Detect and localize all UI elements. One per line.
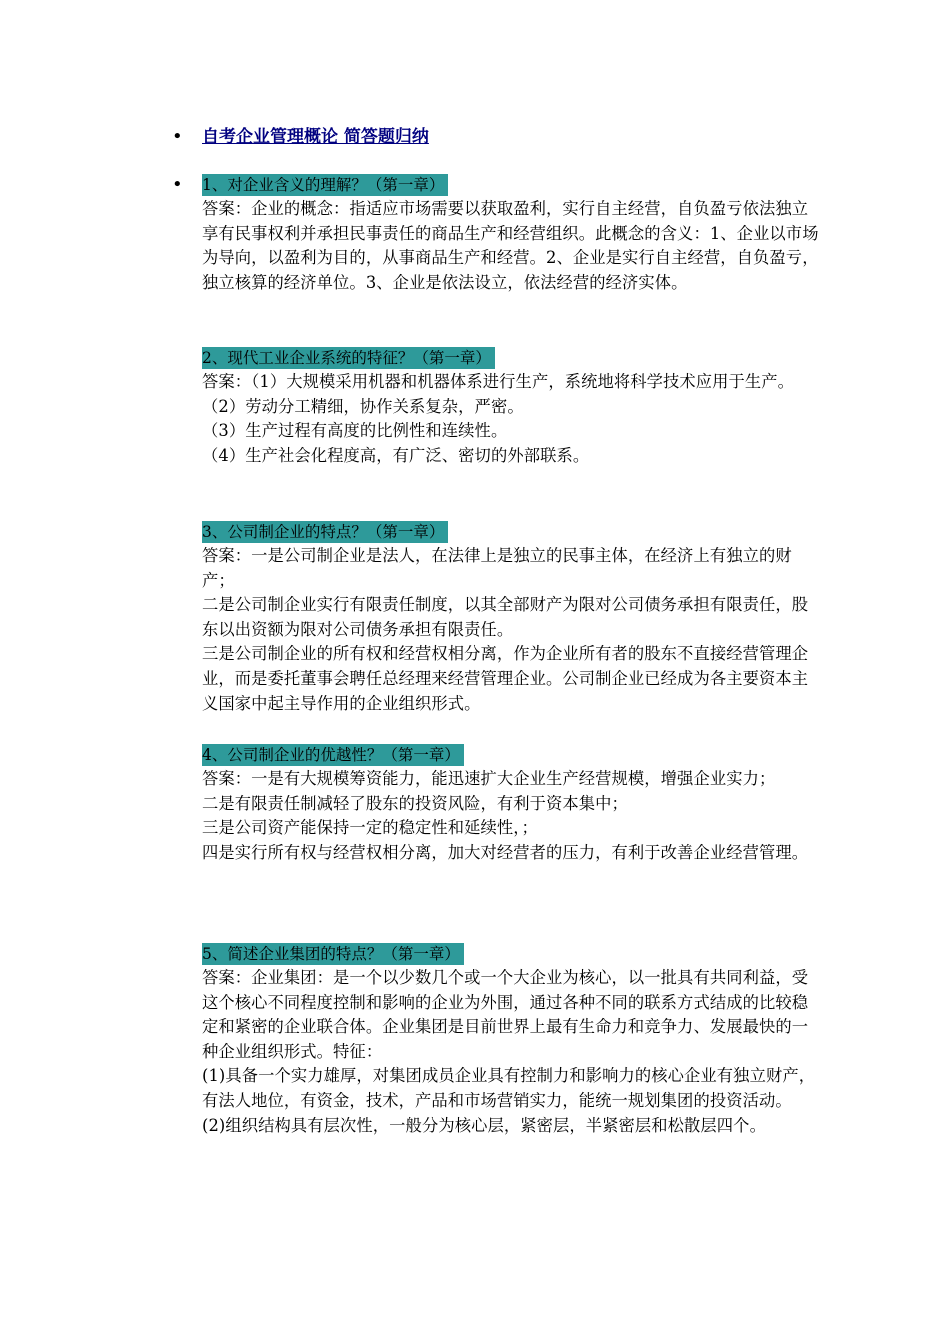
question-block-3 bbox=[202, 521, 822, 716]
answer-paragraph: 答案：企业的概念：指适应市场需要以获取盈利，实行自主经营，自负盈亏依法独立享有民事权利并承担民事责任的商品生产和经营组织。此概念的含义：1、企业以市场为导向，以盈利为目的，从事商品生产和经营。2、企业是实行自主经营，自负盈亏，独立核算的经济单位。3、企业是依法设立，依法经营的经济实体。 bbox=[202, 199, 819, 292]
answer-paragraph: 答案：一是有大规模筹资能力，能迅速扩大企业生产经营规模，增强企业实力； bbox=[202, 769, 776, 788]
title-bullet: • bbox=[172, 126, 183, 147]
question-heading: 4、公司制企业的优越性？（第一章） bbox=[202, 744, 464, 766]
question-block-5 bbox=[202, 943, 822, 1138]
question-block-4 bbox=[202, 744, 822, 865]
answer-paragraph: 二是有限责任制减轻了股东的投资风险，有利于资本集中； bbox=[202, 793, 628, 813]
question-heading: 2、现代工业企业系统的特征？（第一章） bbox=[202, 347, 495, 369]
answer-paragraph: 答案：一是公司制企业是法人，在法律上是独立的民事主体，在经济上有独立的财产； bbox=[202, 546, 792, 590]
answer-paragraph: 三是公司制企业的所有权和经营权相分离，作为企业所有者的股东不直接经营管理企业，而是委托董事会聘任总经理来经营管理企业。公司制企业已经成为各主要资本主义国家中起主导作用的企业组织形式。 bbox=[202, 644, 809, 713]
question-block-1 bbox=[172, 174, 822, 295]
answer-paragraph: 答案：企业集团：是一个以少数几个或一个大企业为核心，以一批具有共同利益，受这个核心不同程度控制和影响的企业为外围，通过各种不同的联系方式结成的比较稳定和紧密的企业联合体。企业集团是目前世界上最有生命力和竞争力、发展最快的一种企业组织形式。特征： bbox=[202, 968, 809, 1061]
answer-paragraph: (1)具备一个实力雄厚，对集团成员企业具有控制力和影响力的核心企业有独立财产，有法人地位，有资金，技术，产品和市场营销实力，能统一规划集团的投资活动。 bbox=[202, 1066, 816, 1110]
answer-paragraph: (2)组织结构具有层次性，一般分为核心层，紧密层，半紧密层和松散层四个。 bbox=[202, 1115, 766, 1135]
question-block-2 bbox=[202, 347, 822, 468]
document-title-link[interactable]: 自考企业管理概论 简答题归纳 bbox=[202, 127, 429, 147]
question-heading: 5、简述企业集团的特点？（第一章） bbox=[202, 943, 464, 965]
answer-paragraph: 四是实行所有权与经营权相分离，加大对经营者的压力，有利于改善企业经营管理。 bbox=[202, 842, 809, 862]
question-heading: 3、公司制企业的特点？（第一章） bbox=[202, 521, 448, 543]
answer-paragraph: （4）生产社会化程度高，有广泛、密切的外部联系。 bbox=[202, 445, 590, 465]
answer-paragraph: 答案：（1）大规模采用机器和机器体系进行生产，系统地将科学技术应用于生产。 bbox=[202, 372, 795, 391]
answer-paragraph: 三是公司资产能保持一定的稳定性和延续性，； bbox=[202, 818, 538, 838]
question-heading: 1、对企业含义的理解？（第一章） bbox=[202, 174, 448, 196]
answer-paragraph: （2）劳动分工精细，协作关系复杂，严密。 bbox=[202, 396, 524, 416]
question-bullet: • bbox=[172, 174, 183, 195]
answer-paragraph: （3）生产过程有高度的比例性和连续性。 bbox=[202, 421, 508, 441]
answer-paragraph: 二是公司制企业实行有限责任制度，以其全部财产为限对公司债务承担有限责任，股东以出资额为限对公司债务承担有限责任。 bbox=[202, 595, 809, 639]
